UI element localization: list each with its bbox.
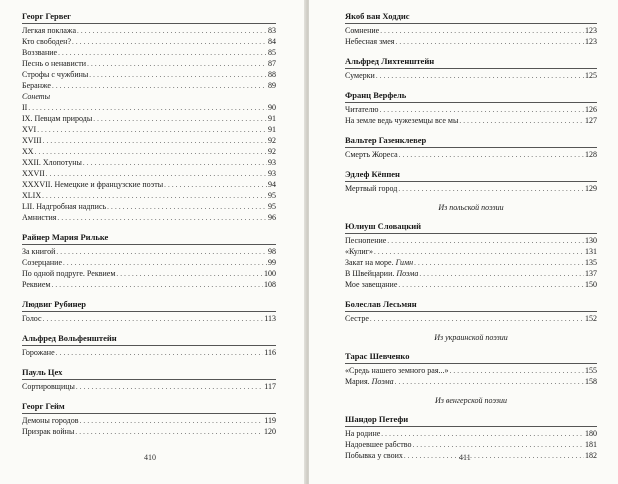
toc-entry: [22, 347, 276, 358]
entry-title: [22, 246, 55, 257]
toc-entry: [22, 190, 276, 201]
entry-title: [22, 69, 88, 80]
toc-entry: [22, 135, 276, 146]
entry-page-number: 181: [585, 440, 597, 449]
entry-page-number: 152: [585, 314, 597, 323]
toc-entry: [22, 313, 276, 324]
toc-entry: [22, 58, 276, 69]
entry-title: [22, 426, 74, 437]
entry-title: [345, 36, 394, 47]
toc-entry: [345, 365, 597, 376]
entry-title-text: Сортировщицы: [22, 382, 75, 391]
entry-title-text: Закат на море.: [345, 258, 394, 267]
entry-title-text: LII. Надгробная надпись: [22, 202, 107, 211]
entry-page-number: 93: [268, 169, 276, 178]
entry-title-text: XXVII: [22, 169, 45, 178]
leader-dots: [75, 426, 263, 438]
author-block: [345, 220, 597, 290]
entry-title-text: На родине: [345, 429, 381, 438]
entry-title-text: XVIII: [22, 136, 42, 145]
entry-title: [345, 25, 379, 36]
author-block: [345, 350, 597, 387]
entry-title-text: Беранже: [22, 81, 51, 90]
author-name: Пауль Цех: [22, 367, 63, 377]
entry-title: [345, 428, 380, 439]
author-name: Шандор Петефи: [345, 414, 409, 424]
author-rule: [345, 147, 597, 148]
toc-entry: [345, 70, 597, 81]
author-rule: [22, 345, 276, 346]
entry-title-text: XX: [22, 147, 34, 156]
entry-title-text: Песнь о ненависти: [22, 59, 87, 68]
author-rule: [22, 23, 276, 24]
toc-entry: [22, 69, 276, 80]
author-name: Франц Верфель: [345, 90, 407, 100]
entry-title: [345, 439, 411, 450]
entry-title: [22, 113, 92, 124]
toc-entry: [345, 149, 597, 160]
entry-title: [345, 246, 373, 257]
entry-title: [22, 135, 42, 146]
entry-page-number: 87: [268, 59, 276, 68]
toc-entry: [22, 146, 276, 157]
entry-title-text: Сумерки: [345, 71, 375, 80]
leader-dots: [399, 149, 584, 161]
entry-page-number: 126: [585, 105, 597, 114]
entry-page-number: 131: [585, 247, 597, 256]
entry-title-text: Демоны городов: [22, 416, 79, 425]
left-page: [0, 0, 306, 484]
author-rule: [345, 68, 597, 69]
entry-page-number: 84: [268, 37, 276, 46]
entry-page-number: 135: [585, 258, 597, 267]
author-block: [22, 332, 276, 358]
entry-title-text: XLIX: [22, 191, 42, 200]
entry-title-text: Легкая поклажа: [22, 26, 76, 35]
entry-page-number: 100: [264, 269, 276, 278]
entry-page-number: 123: [585, 26, 597, 35]
entry-page-number: 83: [268, 26, 276, 35]
leader-dots: [376, 70, 584, 82]
author-block: [345, 89, 597, 126]
entry-title-text: Надоевшее рабство: [345, 440, 412, 449]
entry-page-number: 180: [585, 429, 597, 438]
toc-entry: [345, 439, 597, 450]
entry-title-text: Побывка у своих: [345, 451, 403, 460]
entry-title-text: Мария.: [345, 377, 370, 386]
author-block: [345, 134, 597, 160]
toc-entry: [22, 179, 276, 190]
entry-title-text: Строфы с чужбины: [22, 70, 89, 79]
toc-entry: [345, 313, 597, 324]
entry-page-number: 120: [264, 427, 276, 436]
toc-entry: [345, 183, 597, 194]
entry-page-number: 155: [585, 366, 597, 375]
entry-title-text: Читателю: [345, 105, 379, 114]
toc-entry: [345, 246, 597, 257]
entry-title-text: «Кулиг»: [345, 247, 373, 256]
entry-title-text: Созерцание: [22, 258, 62, 267]
author-rule: [345, 426, 597, 427]
toc-entry: [22, 113, 276, 124]
author-name: Тарас Шевченко: [345, 351, 410, 361]
author-block: [22, 10, 276, 223]
toc-entry: [22, 246, 276, 257]
author-rule: [345, 233, 597, 234]
entry-page-number: 88: [268, 70, 276, 79]
entry-page-number: 117: [264, 382, 276, 391]
entry-page-number: 85: [268, 48, 276, 57]
entry-title: [22, 190, 41, 201]
author-block: [345, 55, 597, 81]
toc-entry: [22, 212, 276, 223]
entry-title: [345, 257, 413, 268]
author-rule: [345, 23, 597, 24]
toc-entry: [22, 415, 276, 426]
author-block: [22, 298, 276, 324]
entry-genre: Поэма: [396, 269, 419, 278]
entry-page-number: 99: [268, 258, 276, 267]
author-name: Людвиг Рубинер: [22, 299, 86, 309]
entry-page-number: 128: [585, 150, 597, 159]
entry-title-text: Небесная змея: [345, 37, 395, 46]
entry-title-text: В Швейцарии.: [345, 269, 395, 278]
entry-title: [22, 102, 27, 113]
entry-title: [345, 115, 458, 126]
toc-entry: [345, 235, 597, 246]
author-name: Эдлеф Кёппен: [345, 169, 400, 179]
entry-title: [22, 124, 36, 135]
toc-entry: [345, 450, 597, 461]
author-block: [345, 413, 597, 461]
author-block: [345, 168, 597, 194]
toc-entry: [22, 47, 276, 58]
toc-entry: [22, 268, 276, 279]
toc-entry: [345, 376, 597, 387]
entry-title: [22, 381, 75, 392]
entry-page-number: 129: [585, 184, 597, 193]
entry-page-number: 108: [264, 280, 276, 289]
leader-dots: [51, 279, 263, 291]
entry-title: [345, 235, 386, 246]
right-toc-column: [345, 10, 597, 461]
entry-title-text: Сестре: [345, 314, 369, 323]
entry-title-text: XXXVII. Немецкие и французские поэты: [22, 180, 164, 189]
entry-page-number: 91: [268, 114, 276, 123]
author-name: Георг Гейм: [22, 401, 65, 411]
author-block: [345, 10, 597, 47]
leader-dots: [398, 183, 584, 195]
entry-title: [22, 201, 106, 212]
entry-title-text: Амнистия: [22, 213, 57, 222]
entry-title: [22, 36, 71, 47]
entry-title-text: «Средь нашего земного рая...»: [345, 366, 449, 375]
entry-page-number: 96: [268, 213, 276, 222]
author-rule: [22, 379, 276, 380]
toc-entry: [22, 426, 276, 437]
author-block: [22, 366, 276, 392]
toc-entry: [22, 80, 276, 91]
entry-title-text: На земле ведь чужеземцы все мы: [345, 116, 459, 125]
entry-title-text: Реквием: [22, 280, 51, 289]
entry-title: [22, 157, 82, 168]
toc-entry: [345, 279, 597, 290]
entry-title: [22, 58, 86, 69]
toc-entry: [22, 257, 276, 268]
right-page-number: 411: [459, 453, 471, 462]
author-rule: [22, 311, 276, 312]
toc-entry: [345, 428, 597, 439]
entry-title-text: По одной подруге. Реквием: [22, 269, 116, 278]
author-rule: [345, 363, 597, 364]
leader-dots: [370, 313, 584, 325]
author-name: Альфред Вольфенштейн: [22, 333, 117, 343]
toc-entry: [22, 124, 276, 135]
toc-entry: [22, 25, 276, 36]
toc-entry: [22, 102, 276, 113]
toc-entry: [22, 381, 276, 392]
toc-entry: [22, 201, 276, 212]
leader-dots: [56, 347, 264, 359]
entry-page-number: 119: [264, 416, 276, 425]
toc-entry: [22, 36, 276, 47]
entry-title: [345, 149, 398, 160]
entry-title: [22, 179, 163, 190]
entry-page-number: 127: [585, 116, 597, 125]
entry-title: [345, 268, 418, 279]
leader-dots: [398, 279, 584, 291]
entry-title: [345, 313, 369, 324]
toc-entry: [345, 268, 597, 279]
entry-title-text: Мертвый город: [345, 184, 398, 193]
leader-dots: [76, 381, 263, 393]
toc-entry: [345, 25, 597, 36]
entry-page-number: 150: [585, 280, 597, 289]
entry-page-number: 182: [585, 451, 597, 460]
toc-entry: [22, 279, 276, 290]
section-heading: Из украинской поэзии: [434, 333, 508, 342]
toc-entry: [22, 157, 276, 168]
entry-title-text: Голос: [22, 314, 42, 323]
author-rule: [345, 102, 597, 103]
entry-title: [22, 47, 57, 58]
entry-title-text: Сомнение: [345, 26, 380, 35]
leader-dots: [404, 450, 584, 462]
toc-entry: [22, 168, 276, 179]
right-page: [309, 0, 618, 484]
entry-title-text: Воззвание: [22, 48, 58, 57]
toc-entry: [345, 115, 597, 126]
author-name: Болеслав Лесьмян: [345, 299, 417, 309]
leader-dots: [43, 313, 264, 325]
author-block: [22, 400, 276, 437]
entry-title: [22, 257, 62, 268]
toc-entry: [345, 104, 597, 115]
entry-page-number: 90: [268, 103, 276, 112]
entry-title-text: Смерть Жореса: [345, 150, 398, 159]
author-name: Юлиуш Словацкий: [345, 221, 422, 231]
entry-title-text: IX. Певцам природы: [22, 114, 93, 123]
entry-page-number: 92: [268, 147, 276, 156]
entry-page-number: 123: [585, 37, 597, 46]
leader-dots: [395, 36, 584, 48]
leader-dots: [52, 80, 267, 92]
entry-title: [345, 365, 449, 376]
section-heading: Из венгерской поэзии: [435, 396, 507, 405]
entry-title-text: Горожане: [22, 348, 55, 357]
entry-page-number: 98: [268, 247, 276, 256]
section-heading: Из польской поэзии: [438, 203, 504, 212]
entry-title: [345, 70, 375, 81]
entry-page-number: 125: [585, 71, 597, 80]
author-block: [345, 298, 597, 324]
author-name: Георг Гервег: [22, 11, 71, 21]
toc-entry: [345, 36, 597, 47]
entry-page-number: 113: [264, 314, 276, 323]
author-block: [22, 231, 276, 290]
entry-title: [22, 313, 42, 324]
entry-page-number: 92: [268, 136, 276, 145]
entry-page-number: 94: [268, 180, 276, 189]
leader-dots: [459, 115, 584, 127]
entry-page-number: 91: [268, 125, 276, 134]
entry-title-text: Призрак войны: [22, 427, 75, 436]
author-name: Вальтер Газенклевер: [345, 135, 427, 145]
entry-title: [22, 80, 51, 91]
author-name: Якоб ван Ходдис: [345, 11, 410, 21]
sonnets-subheading: Сонеты: [22, 92, 50, 101]
entry-title: [22, 279, 50, 290]
entry-page-number: 89: [268, 81, 276, 90]
entry-page-number: 95: [268, 202, 276, 211]
entry-title-text: Песнопение: [345, 236, 387, 245]
entry-title: [22, 168, 45, 179]
entry-title: [345, 376, 394, 387]
entry-genre: Гимн: [395, 258, 414, 267]
entry-genre: Поэма: [371, 377, 394, 386]
leader-dots: [395, 376, 584, 388]
author-rule: [345, 311, 597, 312]
entry-title: [22, 212, 56, 223]
entry-title-text: Кто свободен?: [22, 37, 71, 46]
entry-title-text: II: [22, 103, 28, 112]
left-page-number: 410: [144, 453, 156, 462]
entry-page-number: 158: [585, 377, 597, 386]
entry-title-text: XXII. Хлопотуны: [22, 158, 82, 167]
entry-title: [345, 450, 403, 461]
author-rule: [22, 244, 276, 245]
entry-title: [22, 25, 76, 36]
author-name: Райнер Мария Рильке: [22, 232, 109, 242]
toc-entry: [345, 257, 597, 268]
entry-title-text: За книгой: [22, 247, 56, 256]
entry-title: [345, 183, 397, 194]
entry-title: [22, 415, 79, 426]
entry-title: [345, 279, 397, 290]
author-name: Альфред Лихтенштейн: [345, 56, 435, 66]
entry-title: [22, 146, 34, 157]
entry-title: [22, 347, 55, 358]
leader-dots: [57, 212, 267, 224]
entry-title: [22, 268, 115, 279]
entry-title-text: Мое завещание: [345, 280, 398, 289]
author-rule: [345, 181, 597, 182]
entry-page-number: 116: [264, 348, 276, 357]
author-rule: [22, 413, 276, 414]
entry-title-text: XVI: [22, 125, 37, 134]
entry-title: [345, 104, 378, 115]
entry-page-number: 93: [268, 158, 276, 167]
left-toc-column: [22, 10, 276, 437]
entry-page-number: 130: [585, 236, 597, 245]
entry-page-number: 137: [585, 269, 597, 278]
entry-page-number: 95: [268, 191, 276, 200]
